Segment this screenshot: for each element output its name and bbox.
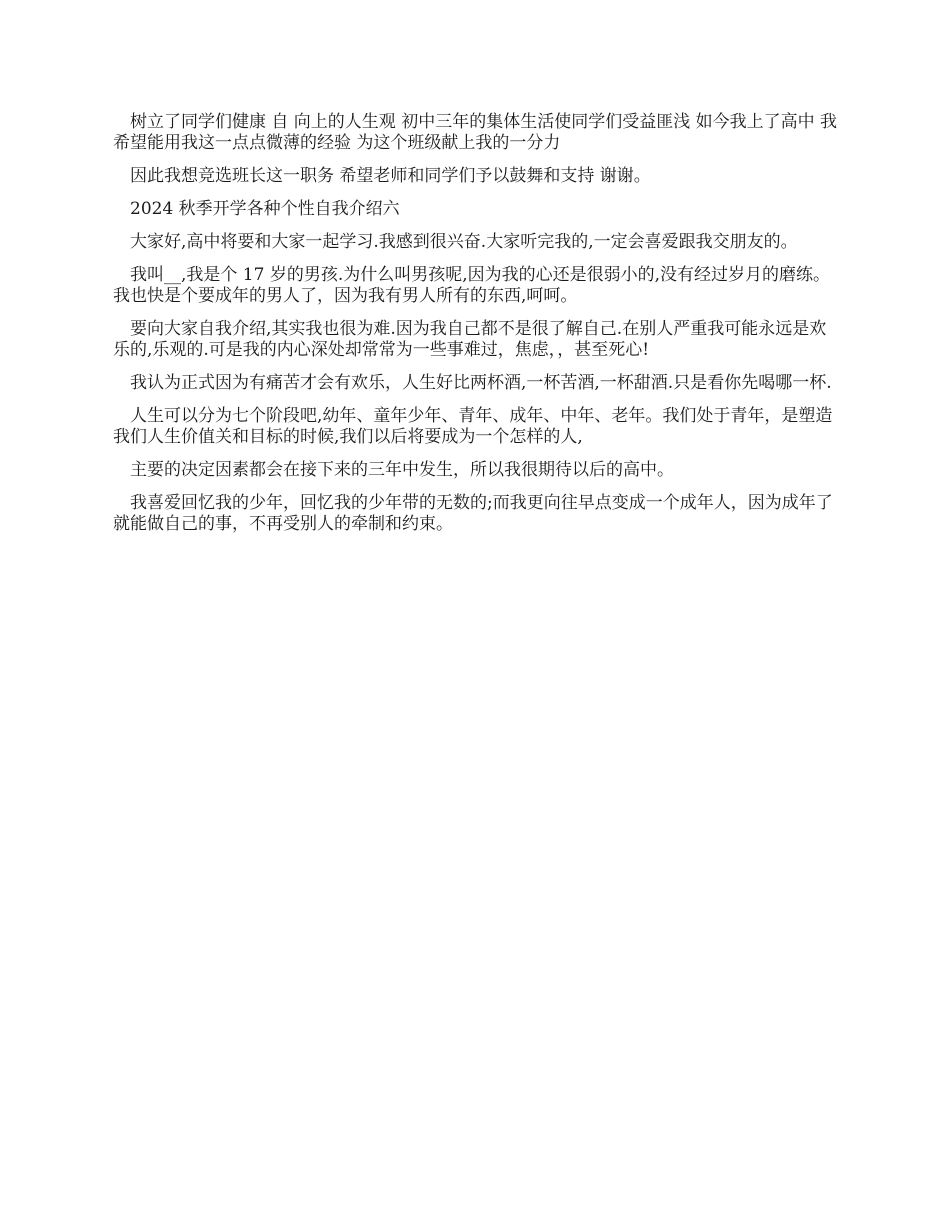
section-heading: 2024 秋季开学各种个性自我介绍六 [130, 199, 400, 219]
paragraph: 我叫__,我是个 17 岁的男孩.为什么叫男孩呢,因为我的心还是很弱小的,没有经过岁月的磨练。我也快是个要成年的男人了，因为我有男人所有的东西,呵呵。 [113, 265, 831, 306]
paragraph: 我认为正式因为有痛苦才会有欢乐，人生好比两杯酒,一杯苦酒,一杯甜酒.只是看你先喝哪一杯. [130, 373, 832, 393]
paragraph: 我喜爱回忆我的少年，回忆我的少年带的无数的;而我更向往早点变成一个成年人，因为成年了就能做自己的事，不再受别人的牵制和约束。 [113, 493, 833, 534]
paragraph: 因此我想竞选班长这一职务 希望老师和同学们予以鼓舞和支持 谢谢。 [130, 166, 651, 186]
paragraph: 主要的决定因素都会在接下来的三年中发生，所以我很期待以后的高中。 [130, 460, 674, 480]
paragraph: 大家好,高中将要和大家一起学习.我感到很兴奋.大家听完我的,一定会喜爱跟我交朋友的。 [130, 232, 798, 252]
paragraph: 要向大家自我介绍,其实我也很为难.因为我自己都不是很了解自己.在别人严重我可能永远是欢乐的,乐观的.可是我的内心深处却常常为一些事难过，焦虑，，甚至死心! [113, 319, 827, 360]
document-body [113, 112, 839, 547]
paragraph: 树立了同学们健康 自 向上的人生观 初中三年的集体生活使同学们受益匪浅 如今我上了高中 我希望能用我这一点点微薄的经验 为这个班级献上我的一分力 [113, 112, 838, 153]
paragraph: 人生可以分为七个阶段吧,幼年、童年少年、青年、成年、中年、老年。我们处于青年，是塑造我们人生价值关和目标的时候,我们以后将要成为一个怎样的人, [113, 406, 833, 447]
